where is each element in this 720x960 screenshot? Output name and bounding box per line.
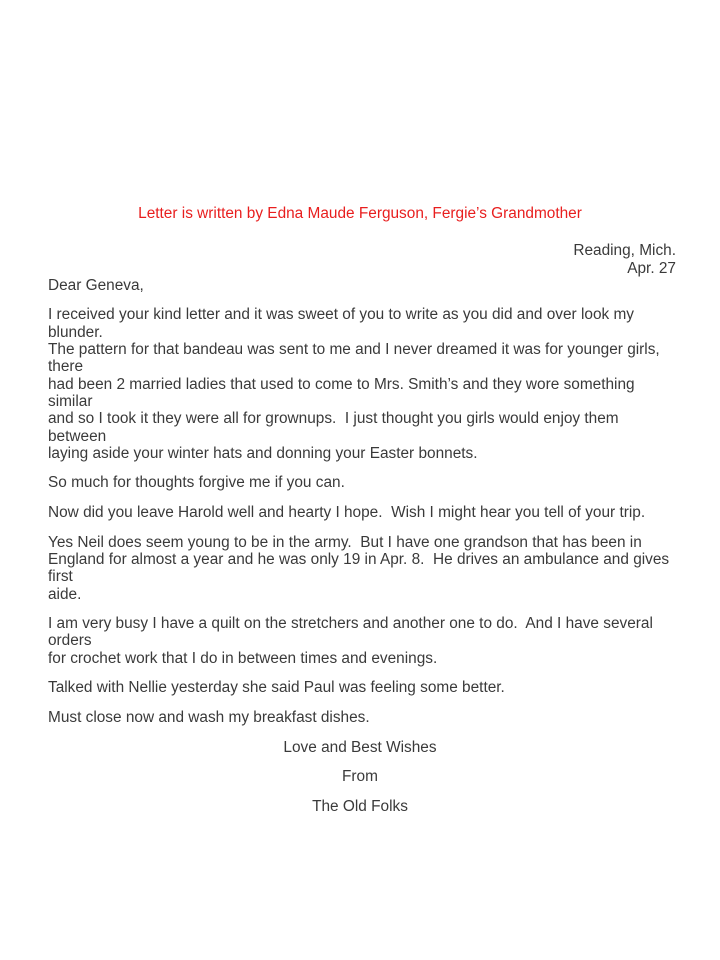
paragraph-1-line-1: I received your kind letter and it was sweet of you to write as you did and over look my blunder. [48,306,639,341]
paragraph-1-line-3: had been 2 married ladies that used to come to Mrs. Smith’s and they wore something similar [48,375,639,410]
paragraph-4-line-3: aide. [48,585,82,603]
closing-block [0,739,720,815]
closing-wishes: Love and Best Wishes [283,738,437,756]
paragraph-1-line-5: laying aside your winter hats and donning your Easter bonnets. [48,444,478,462]
paragraph-4 [48,533,674,603]
paragraph-1-line-4: and so I took it they were all for grownups. I just thought you girls would enjoy them between [48,410,623,445]
paragraph-3 [48,504,670,521]
closing-from: From [342,768,378,786]
paragraph-7 [48,709,670,726]
paragraph-5-line-2: for crochet work that I do in between times and evenings. [48,649,438,667]
dateline-date: Apr. 27 [627,259,676,277]
paragraph-2-line-1: So much for thoughts forgive me if you can. [48,474,345,492]
paragraph-1-line-2: The pattern for that bandeau was sent to me and I never dreamed it was for younger girls, there [48,341,664,376]
paragraph-3-line-1: Now did you leave Harold well and hearty I hope. Wish I might hear you tell of your trip. [48,504,646,522]
letter-title: Letter is written by Edna Maude Ferguson, Fergie’s Grandmother [138,205,582,222]
paragraph-5 [48,615,670,667]
dateline [0,242,720,277]
paragraph-6 [48,679,670,696]
dateline-location: Reading, Mich. [573,242,676,260]
closing-signature: The Old Folks [312,797,408,815]
paragraph-1 [48,306,670,462]
paragraph-6-line-1: Talked with Nellie yesterday she said Paul was feeling some better. [48,679,505,697]
paragraph-4-line-2: England for almost a year and he was only 19 in Apr. 8. He drives an ambulance and gives first [48,550,674,586]
paragraph-4-line-1: Yes Neil does seem young to be in the army. But I have one grandson that has been in [48,533,642,551]
paragraph-2 [48,474,670,491]
paragraph-5-line-1: I am very busy I have a quilt on the stretchers and another one to do. And I have several orders [48,615,658,650]
paragraph-7-line-1: Must close now and wash my breakfast dishes. [48,708,370,726]
salutation: Dear Geneva, [48,276,144,294]
